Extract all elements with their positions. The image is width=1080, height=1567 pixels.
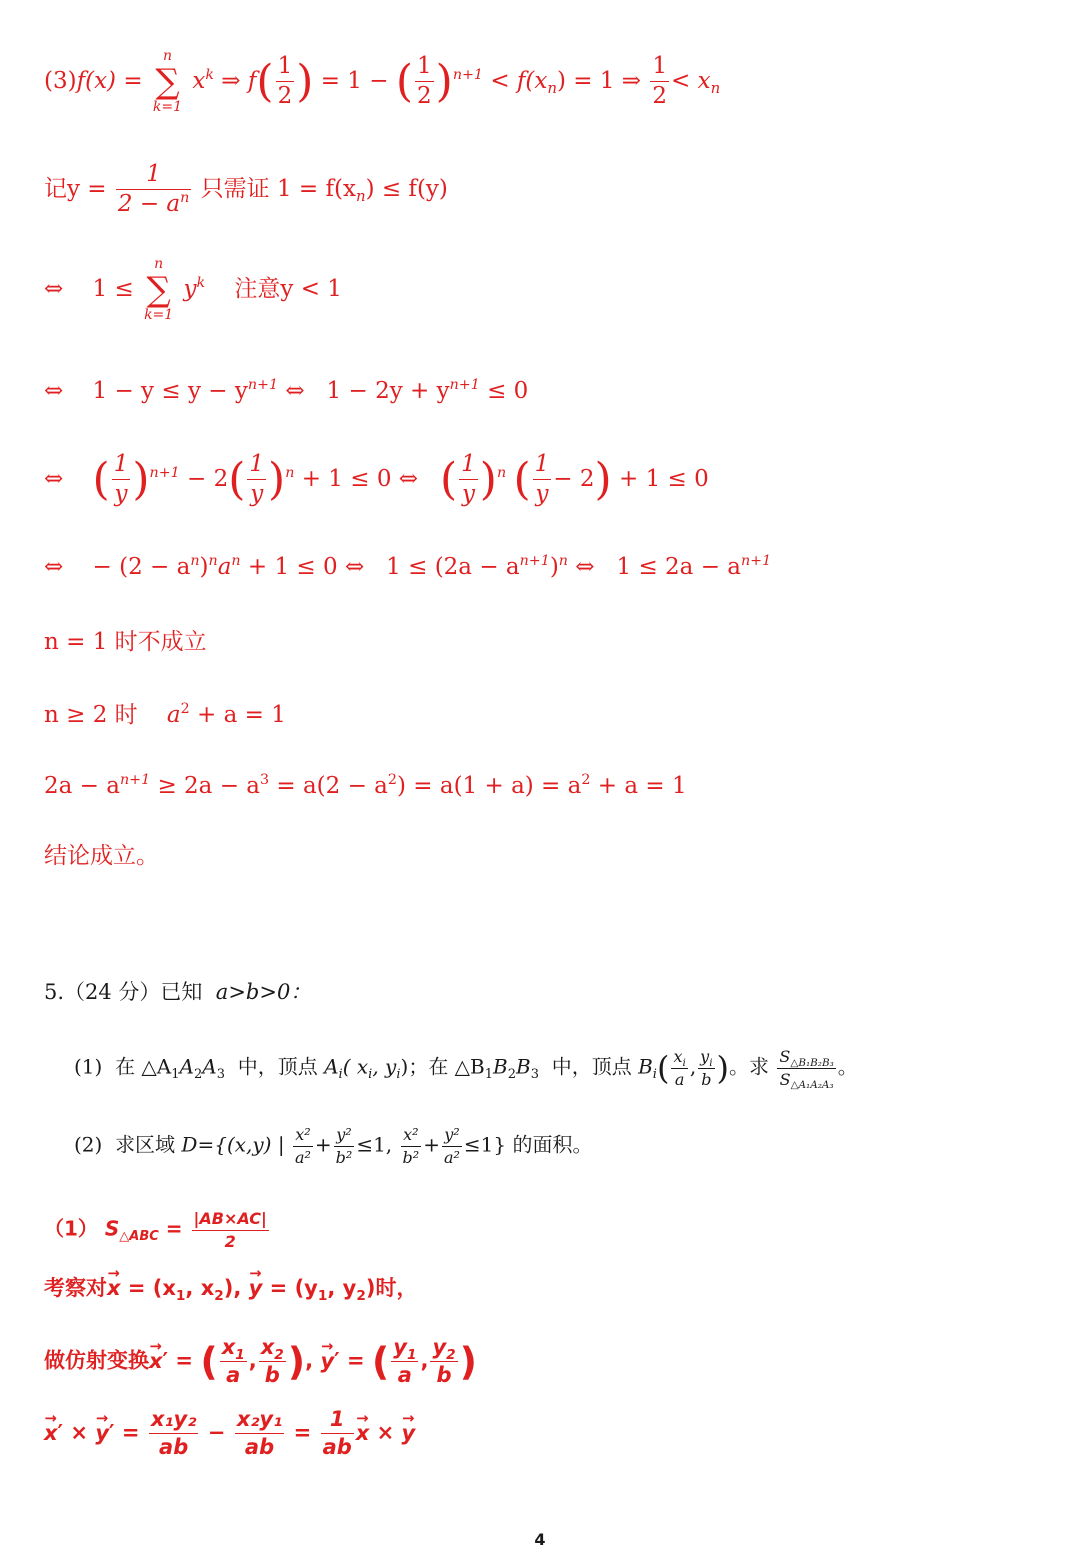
text: f(x) = bbox=[76, 67, 143, 94]
text: a bbox=[166, 702, 181, 728]
label: (3) bbox=[44, 67, 77, 94]
formula-line-8: n ≥ 2 时 $a^2 + a = 1$ bbox=[44, 701, 286, 728]
text: 1 ≤ 2a − a bbox=[616, 554, 741, 580]
solution-5-line-2: 考察对→ $x = (x_1$, $x_2$), → $y = (y_1$, $y_2$)时， bbox=[44, 1278, 417, 1299]
text: 1 − 2y + y bbox=[326, 378, 450, 404]
text: ) = 1 ⇒ bbox=[556, 67, 642, 94]
formula-line-3 bbox=[44, 256, 342, 324]
text: < f(x bbox=[490, 67, 548, 94]
text: 结论成立。 bbox=[44, 843, 159, 869]
sub: n bbox=[547, 79, 557, 98]
text: < x bbox=[671, 67, 711, 94]
problem-5-part-2: (2) 求区域 D={(x,y) | $\frac{\text{x²}}{\text{a²}}$ + $\frac{\text{y²}}{\text{b²}}$ ≤1, $\frac{\text{x²}}{\text{b²}}$ + $\frac{\text{y²}}{\text{a²}}$ ≤1} 的面积。 bbox=[74, 1125, 593, 1167]
formula-line-7 bbox=[44, 631, 207, 654]
exp: n bbox=[285, 464, 295, 481]
exp: n+1 bbox=[247, 377, 279, 394]
text: 注意y < 1 bbox=[234, 275, 342, 302]
iff-symbol: ⇔ bbox=[44, 275, 64, 302]
text: a>b>0： bbox=[215, 980, 312, 1004]
text: + 1 ≤ 0 ⇔ bbox=[301, 465, 419, 492]
exp: k bbox=[196, 274, 206, 291]
text: 5.（24 分）已知 bbox=[44, 980, 203, 1004]
text: + 1 ≤ 0 ⇔ bbox=[247, 554, 365, 580]
label: (1) bbox=[74, 1054, 103, 1079]
solution-5-line-1: （1） $S_{\triangle ABC}$ = $\frac{|AB\times AC|}{2}$ bbox=[44, 1209, 267, 1251]
text: − (2 − a bbox=[92, 554, 191, 580]
exp: k bbox=[205, 66, 214, 83]
text: ≤ 0 bbox=[487, 378, 529, 404]
fraction: $\frac{1}{2}$ bbox=[277, 53, 293, 110]
label: (2) bbox=[74, 1132, 103, 1157]
exp: n+1 bbox=[149, 464, 180, 481]
fraction: $\frac{1}{2 - a^n}$ bbox=[117, 161, 190, 218]
text: 1 ≤ (2a − a bbox=[386, 554, 520, 580]
sub: n bbox=[710, 79, 721, 98]
fraction: $\frac{1}{2}$ bbox=[652, 53, 668, 110]
text: ⇒ f bbox=[221, 67, 257, 94]
text: 只需证 1 = f(x bbox=[200, 175, 356, 202]
solution-5-line-3: 做仿射变换→ x′ = ( $\frac{x_1}{a}$ , $\frac{x_2}{b}$ ), → y′ = ( $\frac{y_1}{a}$ , $\frac{y_2}{b}$ ) bbox=[44, 1336, 477, 1387]
text: 2a − a bbox=[44, 773, 120, 799]
text: ≥ 2a − a bbox=[157, 773, 260, 799]
text: + a = 1 bbox=[597, 773, 687, 799]
text: ) = a(1 + a) = a bbox=[396, 773, 582, 799]
iff-symbol: ⇔ bbox=[285, 378, 305, 404]
formula-line-1: (3)f(x) = n ∑ k=1 $x^k$ ⇒ f( $\frac{1}{2}$ ) = 1 − ( $\frac{1}{2}$ )$^{n+1} < f(x_n) = 1$ ⇒ $\frac{1}{2}$ < $x_n$ bbox=[44, 48, 721, 115]
text: 1 ≤ bbox=[92, 275, 134, 302]
formula-line-6: ⇔ − $(2 - a^n)^na^n + 1 \le 0$ ⇔ $1 \le (2a - a^{n+1})^n$ ⇔ $1 \le 2a - a^{n+1}$ bbox=[44, 553, 772, 580]
page-number: 4 bbox=[534, 1530, 546, 1549]
formula-line-4 bbox=[44, 377, 529, 404]
sum: n ∑ k=1 bbox=[152, 48, 183, 115]
text: n = 1 时不成立 bbox=[44, 629, 207, 655]
problem-5-heading bbox=[44, 982, 311, 1003]
sum-top: n bbox=[162, 48, 172, 64]
fraction: $\frac{1}{y}$ bbox=[461, 451, 476, 508]
sum-bot: k=1 bbox=[152, 98, 183, 115]
exp: n bbox=[496, 464, 507, 481]
fraction: $\frac{1}{2}$ bbox=[417, 53, 432, 110]
formula-line-10 bbox=[44, 845, 159, 868]
problem-5-part-1: (1) 在 $\triangle A_1A_2A_3$ 中，顶点 $A_i$( $x_i$, $y_i$)；在 $\triangle B_1B_2B_3$ 中，顶点 $B_i$( $\frac{x_i}{a}$ , $\frac{y_i}{b}$ )。求 $\frac{S_{\triangle B_1B_2B_3}}{S_{\triangle A_1A_2A_3}}$ 。 bbox=[74, 1047, 858, 1092]
text: 1 − y ≤ y − y bbox=[92, 378, 248, 404]
term: y bbox=[183, 275, 197, 302]
text: + a = 1 bbox=[197, 702, 286, 728]
solution-5-line-4: → x′ × → y′ = $\frac{\text{x₁y₂}}{ab}$ − $\frac{\text{x₂y₁}}{ab}$ = $\frac{1}{ab}$ → x × → y bbox=[44, 1408, 415, 1459]
iff-symbol: ⇔ bbox=[44, 554, 64, 580]
iff-symbol: ⇔ bbox=[44, 465, 64, 492]
formula-line-5: ⇔ ( $\frac{1}{y}$ )$^{n+1}$ − 2( $\frac{1}{y}$ )$^n$ + 1 ≤ 0 ⇔ ( $\frac{1}{y}$ )$^n$ ( $\frac{1}{y}$ − 2) + 1 ≤ 0 bbox=[44, 451, 709, 508]
text: 记y = bbox=[44, 175, 107, 202]
text: = a(2 − a bbox=[276, 773, 388, 799]
fraction: $\frac{1}{y}$ bbox=[113, 451, 129, 508]
text: ) ≤ f(y) bbox=[365, 175, 448, 202]
fraction: $\frac{1}{y}$ bbox=[249, 451, 265, 508]
fraction: $\frac{1}{y}$ bbox=[534, 451, 550, 508]
term: x bbox=[192, 67, 206, 94]
text: = 1 − bbox=[320, 67, 389, 94]
iff-symbol: ⇔ bbox=[575, 554, 595, 580]
sum: n ∑ k=1 bbox=[144, 256, 174, 323]
exp: n+1 bbox=[452, 66, 483, 83]
sub: n bbox=[355, 187, 366, 206]
exp: n+1 bbox=[449, 377, 480, 394]
formula-line-2 bbox=[44, 162, 448, 218]
formula-line-9: $2a - a^{n+1} \ge 2a - a^3 = a(2 - a^2) = a(1 + a) = a^2 + a = 1$ bbox=[44, 772, 687, 799]
text: − 2 bbox=[553, 465, 595, 492]
text: + 1 ≤ 0 bbox=[618, 465, 709, 492]
iff-symbol: ⇔ bbox=[44, 378, 64, 404]
text: − 2 bbox=[187, 465, 229, 492]
text: n ≥ 2 时 bbox=[44, 702, 138, 728]
